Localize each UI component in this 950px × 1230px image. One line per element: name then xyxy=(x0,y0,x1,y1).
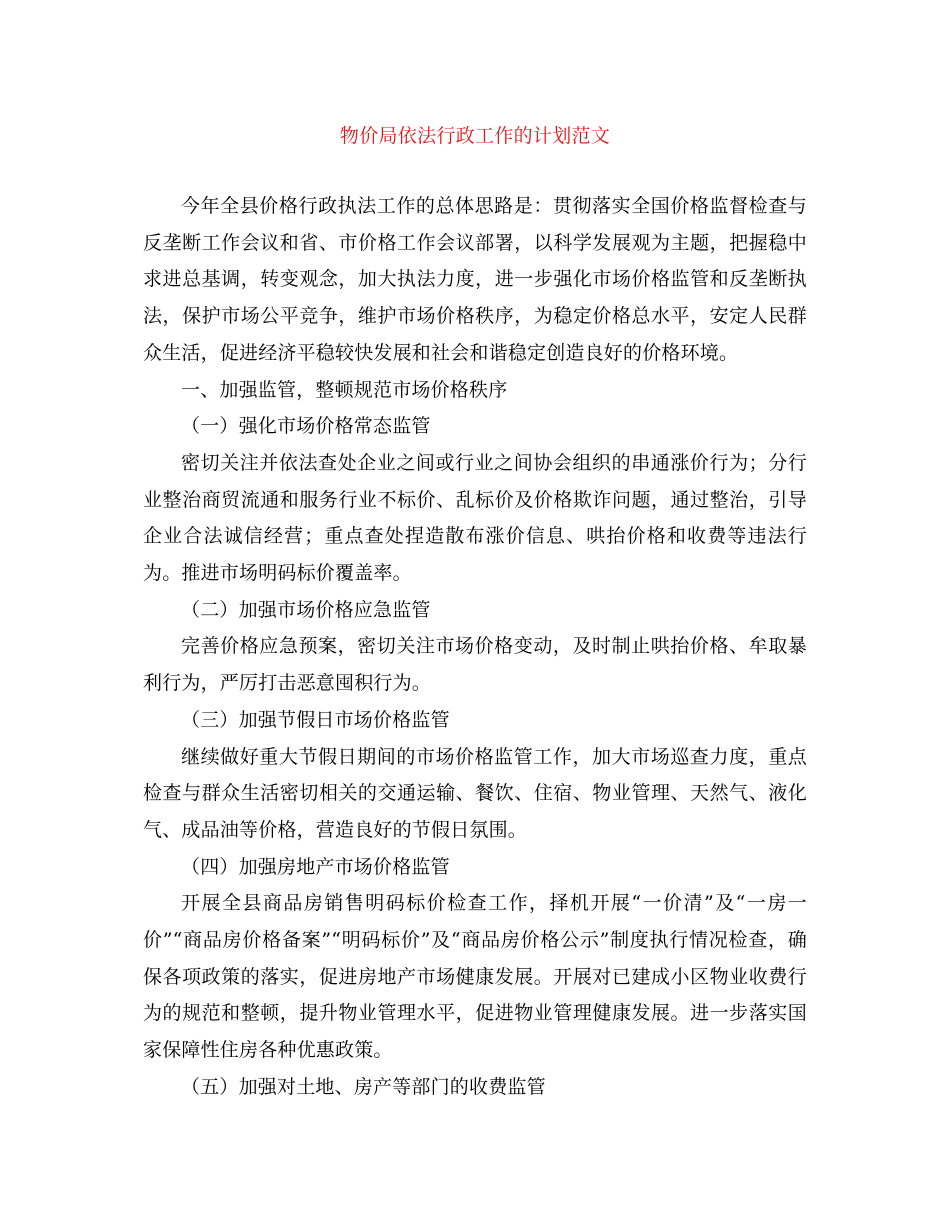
subsection-heading-1: （一）强化市场价格常态监管 xyxy=(181,415,431,438)
subsection-heading-5: （五）加强对土地、房产等部门的收费监管 xyxy=(181,1075,546,1098)
subsection-heading-3: （三）加强节假日市场价格监管 xyxy=(181,708,450,731)
paragraph-intro: 今年全县价格行政执法工作的总体思路是：贯彻落实全国价格监督检查与反垄断工作会议和省、市价格工作会议部署，以科学发展观为主题，把握稳中求进总基调，转变观念，加大执法力度，进一步强化市场价格监管和反垄断执法，保护市场公平竞争，维护市场价格秩序，为稳定价格总水平，安定人民群众生活，促进经济平稳较快发展和社会和谐稳定创造良好的价格环境。 xyxy=(143,195,807,364)
paragraph-subsection-3: 继续做好重大节假日期间的市场价格监管工作，加大市场巡查力度，重点检查与群众生活密切相关的交通运输、餐饮、住宿、物业管理、天然气、液化气、成品油等价格，营造良好的节假日氛围。 xyxy=(143,745,807,841)
document-body xyxy=(143,188,807,1106)
subsection-heading-2: （二）加强市场价格应急监管 xyxy=(181,598,431,621)
paragraph-subsection-1: 密切关注并依法查处企业之间或行业之间协会组织的串通涨价行为；分行业整治商贸流通和服务行业不标价、乱标价及价格欺诈问题，通过整治，引导企业合法诚信经营；重点查处捏造散布涨价信息、哄抬价格和收费等违法行为。推进市场明码标价覆盖率。 xyxy=(143,451,807,585)
document-title: 物价局依法行政工作的计划范文 xyxy=(339,125,611,147)
paragraph-subsection-2: 完善价格应急预案，密切关注市场价格变动，及时制止哄抬价格、牟取暴利行为，严厉打击恶意囤积行为。 xyxy=(143,635,807,695)
paragraph-subsection-4: 开展全县商品房销售明码标价检查工作，择机开展“一价清”及“一房一价”“商品房价格备案”“明码标价”及“商品房价格公示”制度执行情况检查，确保各项政策的落实，促进房地产市场健康发展。开展对已建成小区物业收费行为的规范和整顿，提升物业管理水平，促进物业管理健康发展。进一步落实国家保障性住房各种优惠政策。 xyxy=(143,892,807,1062)
section-heading-1: 一、加强监管，整顿规范市场价格秩序 xyxy=(181,378,508,401)
subsection-heading-4: （四）加强房地产市场价格监管 xyxy=(181,855,450,878)
